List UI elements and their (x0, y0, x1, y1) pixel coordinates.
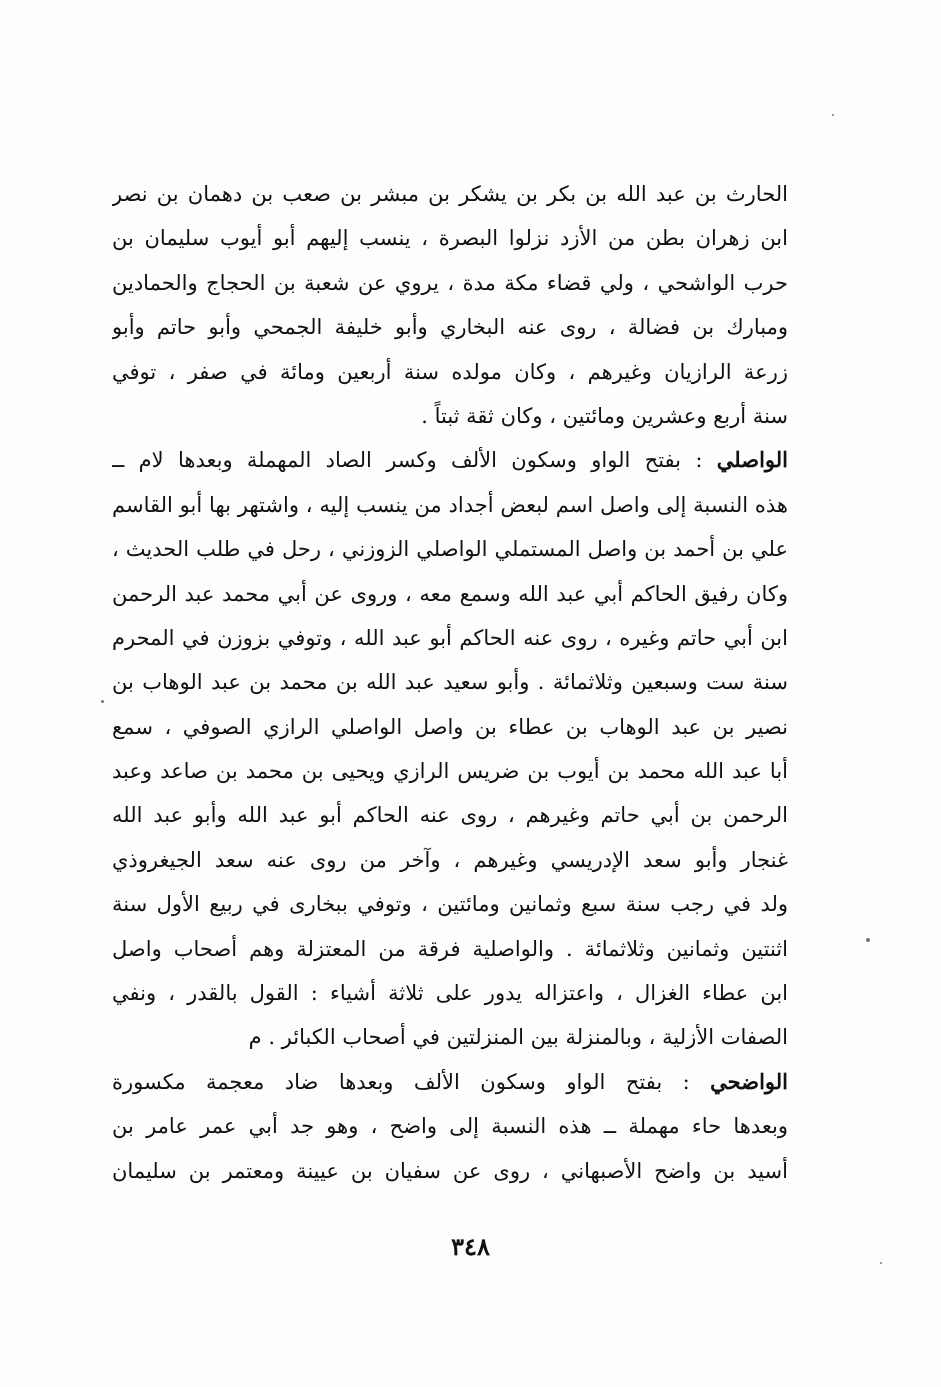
text-line: ولد في رجب سنة سبع وثمانين ومائتين ، وتوفي ببخارى في ربيع الأول سنة (112, 892, 788, 917)
text-line: زرعة الرازيان وغيرهم ، وكان مولده سنة أربعين ومائة في صفر ، توفي (112, 359, 788, 384)
text-line: علي بن أحمد بن واصل المستملي الواصلي الزوزني ، رحل في طلب الحديث ، (112, 537, 788, 562)
text-line: الحارث بن عبد الله بن بكر بن يشكر بن مبشر بن صعب بن دهمان بن نصر (112, 182, 788, 206)
entry-first-line (112, 438, 788, 482)
text-line: غنجار وأبو سعد الإدريسي وغيرهم ، وآخر من روى عنه سعد الجيغروذي (112, 847, 788, 872)
entry-heading: الواضحي (710, 1068, 788, 1094)
text-line: اثنتين وثمانين وثلاثمائة . والواصلية فرقة من المعتزلة وهم أصحاب واصل (112, 936, 788, 961)
text-line: ابن عطاء الغزال ، واعتزاله يدور على ثلاثة أشياء : القول بالقدر ، ونفي (112, 981, 788, 1006)
text-line: ومبارك بن فضالة ، روى عنه البخاري وأبو خليفة الجمحي وأبو حاتم وأبو (112, 315, 788, 340)
text-line: أبا عبد الله محمد بن أيوب بن ضريس الرازي ويحيى بن محمد بن صاعد وعبد (112, 759, 788, 784)
text-line: سنة ست وسبعين وثلاثمائة . وأبو سعيد عبد الله بن محمد بن عبد الوهاب بن (112, 670, 788, 695)
entry-heading: الواصلي (716, 447, 788, 473)
text-line: حرب الواشحي ، ولي قضاء مكة مدة ، يروي عن شعبة بن الحجاج والحمادين (112, 270, 788, 295)
text-line: نصير بن عبد الوهاب بن عطاء بن واصل الواصلي الرازي الصوفي ، سمع (112, 714, 788, 739)
body-text (112, 172, 788, 1193)
text-line: هذه النسبة إلى واصل اسم لبعض أجداد من ينسب إليه ، واشتهر بها أبو القاسم (112, 492, 788, 517)
scan-speck (832, 114, 834, 116)
text-line: الصفات الأزلية ، وبالمنزلة بين المنزلتين في أصحاب الكبائر . م (248, 1025, 788, 1050)
page-number: ٣٤٨ (451, 1232, 490, 1261)
entry-first-line-text: : بفتح الواو وسكون الألف وبعدها ضاد معجمة مكسورة (112, 1069, 690, 1094)
entry-first-line-text: : بفتح الواو وسكون الألف وكسر الصاد المهملة وبعدها لام ــ (112, 448, 703, 473)
scan-speck (866, 938, 870, 942)
scan-speck (880, 1262, 882, 1264)
text-line: وبعدها حاء مهملة ــ هذه النسبة إلى واضح ، وهو جد أبي عمر عامر بن (112, 1114, 788, 1139)
text-line: ابن أبي حاتم وغيره ، روى عنه الحاكم أبو عبد الله ، وتوفي بزوزن في المحرم (112, 625, 788, 650)
text-line: الرحمن بن أبي حاتم وغيرهم ، روى عنه الحاكم أبو عبد الله وأبو عبد الله (112, 803, 788, 828)
entry-first-line (112, 1060, 788, 1104)
text-line: ابن زهران بطن من الأزد نزلوا البصرة ، ينسب إليهم أبو أيوب سليمان بن (112, 226, 788, 251)
text-line: أسيد بن واضح الأصبهاني ، روى عن سفيان بن عيينة ومعتمر بن سليمان (112, 1158, 788, 1183)
scan-speck (101, 700, 104, 703)
text-line: سنة أربع وعشرين ومائتين ، وكان ثقة ثبتاً . (421, 403, 788, 428)
text-line: وكان رفيق الحاكم أبي عبد الله وسمع معه ، وروى عن أبي محمد عبد الرحمن (112, 581, 788, 606)
